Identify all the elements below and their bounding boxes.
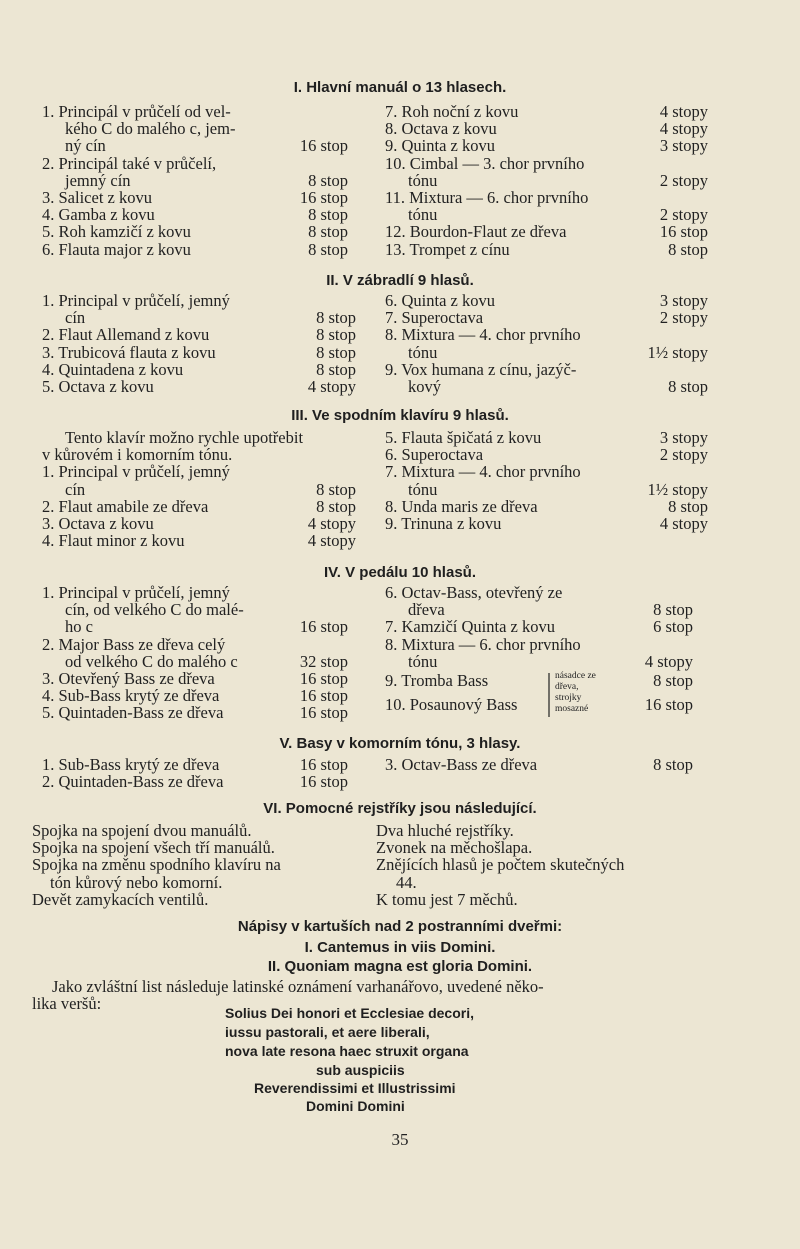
register-name: 7. Superoctava xyxy=(385,308,484,328)
register-size: 16 stop xyxy=(659,222,708,242)
register-row xyxy=(385,653,693,670)
register-size: 16 stop xyxy=(299,668,348,688)
register-size: 1½ stopy xyxy=(647,342,708,362)
register-name: 4. Sub-Bass krytý ze dřeva xyxy=(42,686,220,706)
text-line: K tomu jest 7 měchů. xyxy=(376,889,518,909)
register-row xyxy=(42,378,356,395)
register-name: 1. Principál v průčelí od vel- xyxy=(42,102,231,121)
text-line: tón kůrový nebo komorní. xyxy=(50,872,223,892)
register-row xyxy=(42,155,348,172)
verse-line: Solius Dei honori et Ecclesiae decori, xyxy=(225,1005,474,1021)
register-row xyxy=(42,704,348,721)
register-row xyxy=(42,361,356,378)
register-name: 7. Roh noční z kovu xyxy=(385,102,519,121)
text-line: Znějících hlasů je počtem skutečných xyxy=(376,855,625,875)
page-number: 35 xyxy=(391,1130,409,1149)
register-row xyxy=(42,446,356,463)
item-9-value: 8 stop xyxy=(653,671,693,690)
register-name: 10. Cimbal — 3. chor prvního xyxy=(385,153,585,173)
register-row xyxy=(385,756,693,773)
brace-note-line: dřeva, xyxy=(555,682,579,692)
register-row xyxy=(385,498,708,515)
register-size: 8 stop xyxy=(308,239,348,259)
item-10-value: 16 stop xyxy=(644,695,693,714)
section-2-right-column xyxy=(385,292,708,395)
register-size: 4 stopy xyxy=(659,119,708,139)
section-3-heading: III. Ve spodním klavíru 9 hlasů. xyxy=(291,407,509,424)
register-name: 9. Trinuna z kovu xyxy=(385,513,502,533)
register-size: 8 stop xyxy=(316,342,356,362)
section-5-heading: V. Basy v komorním tónu, 3 hlasy. xyxy=(279,735,521,752)
brace-note-line: násadce ze xyxy=(555,671,596,681)
text-line: 44. xyxy=(396,872,417,892)
register-size: 16 stop xyxy=(299,755,348,774)
register-size: 3 stopy xyxy=(659,291,708,310)
register-row xyxy=(42,344,356,361)
verse-line: Domini Domini xyxy=(306,1098,405,1114)
register-name: 13. Trompet z cínu xyxy=(385,239,510,259)
register-name: od velkého C do malého c xyxy=(65,651,238,671)
register-name: cín xyxy=(65,479,86,499)
register-name: 3. Trubicová flauta z kovu xyxy=(42,342,216,362)
register-row xyxy=(385,206,708,223)
register-name: ho c xyxy=(65,617,93,637)
register-size: 8 stop xyxy=(316,359,356,379)
brace-note xyxy=(545,671,620,719)
inscriptions-heading: Nápisy v kartuších nad 2 postranními dveřmi: xyxy=(237,918,563,935)
register-size: 8 stop xyxy=(316,325,356,345)
register-size: 8 stop xyxy=(668,239,708,259)
verse-line: iussu pastorali, et aere liberali, xyxy=(225,1024,430,1040)
register-name: 9. Quinta z kovu xyxy=(385,136,495,156)
brace-note-line: strojky xyxy=(555,693,582,703)
register-name: 5. Roh kamzičí z kovu xyxy=(42,222,191,242)
register-name: 1. Principal v průčelí, jemný xyxy=(42,291,230,310)
register-row xyxy=(42,584,348,601)
register-row xyxy=(42,532,356,549)
register-size: 4 stopy xyxy=(644,651,693,671)
register-size: 16 stop xyxy=(299,617,348,637)
register-name: 2. Flaut amabile ze dřeva xyxy=(42,496,209,516)
text-line: lika veršů: xyxy=(32,994,102,1014)
register-row xyxy=(385,241,708,258)
register-name: 8. Octava z kovu xyxy=(385,119,497,139)
register-row xyxy=(385,223,708,240)
register-size: 8 stop xyxy=(668,376,708,396)
register-name: Tento klavír možno rychle upotřebit xyxy=(65,428,304,447)
register-row xyxy=(42,206,348,223)
register-row xyxy=(42,773,348,790)
register-name: 6. Superoctava xyxy=(385,445,484,465)
register-row xyxy=(385,481,708,498)
item-9-label: 9. Tromba Bass xyxy=(385,671,489,690)
register-name: jemný cín xyxy=(65,170,131,190)
section-4-right-column xyxy=(385,584,693,670)
register-name: 1. Principal v průčelí, jemný xyxy=(42,583,230,602)
verse-line: sub auspiciis xyxy=(316,1062,405,1078)
register-size: 8 stop xyxy=(653,600,693,620)
section-6-heading: VI. Pomocné rejstříky jsou následující. xyxy=(263,800,537,817)
register-size: 8 stop xyxy=(308,222,348,242)
section-1-heading: I. Hlavní manuál o 13 hlasech. xyxy=(293,79,507,96)
register-name: 7. Mixtura — 4. chor prvního xyxy=(385,462,581,482)
register-name: 3. Otevřený Bass ze dřeva xyxy=(42,668,215,688)
item-10-label: 10. Posaunový Bass xyxy=(385,695,518,714)
section-4-item-9 xyxy=(385,672,693,689)
register-name: 1. Sub-Bass krytý ze dřeva xyxy=(42,755,220,774)
register-name: tónu xyxy=(408,170,438,190)
text-line: Zvonek na měchošlapa. xyxy=(376,838,533,858)
register-row xyxy=(385,120,708,137)
register-row xyxy=(42,137,348,154)
register-row xyxy=(42,309,356,326)
register-size: 16 stop xyxy=(299,772,348,792)
register-name: 6. Quinta z kovu xyxy=(385,291,495,310)
register-size: 8 stop xyxy=(668,496,708,516)
register-row xyxy=(42,498,356,515)
register-size: 2 stopy xyxy=(659,205,708,225)
register-name: 2. Major Bass ze dřeva celý xyxy=(42,634,226,654)
register-name: 5. Quintaden-Bass ze dřeva xyxy=(42,703,224,723)
register-name: 4. Quintadena z kovu xyxy=(42,359,184,379)
register-name: 2. Principál také v průčelí, xyxy=(42,153,217,173)
section-3-right-column xyxy=(385,429,708,532)
register-size: 16 stop xyxy=(299,703,348,723)
register-name: 5. Octava z kovu xyxy=(42,376,154,396)
section-3-left-column xyxy=(42,429,356,549)
register-row xyxy=(385,378,708,395)
register-row xyxy=(42,172,348,189)
register-name: tónu xyxy=(408,342,438,362)
section-6-right-column xyxy=(376,822,716,908)
register-size: 16 stop xyxy=(299,686,348,706)
register-size: 8 stop xyxy=(308,205,348,225)
register-row xyxy=(42,601,348,618)
register-size: 2 stopy xyxy=(659,308,708,328)
register-name: tónu xyxy=(408,651,438,671)
register-row xyxy=(385,515,708,532)
section-4-heading: IV. V pedálu 10 hlasů. xyxy=(323,564,476,581)
section-1-left-column xyxy=(42,103,348,258)
register-name: 12. Bourdon-Flaut ze dřeva xyxy=(385,222,567,242)
register-size: 8 stop xyxy=(653,755,693,774)
register-name: 3. Salicet z kovu xyxy=(42,187,152,207)
section-4-left-column xyxy=(42,584,348,722)
register-size: 3 stopy xyxy=(659,136,708,156)
register-row xyxy=(385,292,708,309)
register-size: 4 stopy xyxy=(307,513,356,533)
register-row xyxy=(385,103,708,120)
brace-note-line: mosazné xyxy=(555,704,589,714)
register-row xyxy=(385,189,708,206)
register-row xyxy=(42,636,348,653)
register-size: 16 stop xyxy=(299,136,348,156)
register-name: cín, od velkého C do malé- xyxy=(65,600,244,620)
register-row xyxy=(42,463,356,480)
register-name: 5. Flauta špičatá z kovu xyxy=(385,428,542,447)
register-size: 3 stopy xyxy=(659,428,708,447)
register-name: 3. Octav-Bass ze dřeva xyxy=(385,755,538,774)
register-name: tónu xyxy=(408,479,438,499)
register-row xyxy=(385,155,708,172)
register-name: 1. Principal v průčelí, jemný xyxy=(42,462,230,482)
text-line: Spojka na spojení dvou manuálů. xyxy=(32,821,252,840)
register-row xyxy=(385,584,693,601)
register-size: 4 stopy xyxy=(659,102,708,121)
register-name: 2. Flaut Allemand z kovu xyxy=(42,325,210,345)
register-name: cín xyxy=(65,308,86,328)
register-row xyxy=(42,515,356,532)
register-row xyxy=(385,446,708,463)
register-row xyxy=(42,618,348,635)
register-name: 4. Gamba z kovu xyxy=(42,205,155,225)
register-name: 8. Unda maris ze dřeva xyxy=(385,496,538,516)
register-row xyxy=(42,103,348,120)
register-name: 8. Mixtura — 4. chor prvního xyxy=(385,325,581,345)
section-1-right-column xyxy=(385,103,708,258)
register-row xyxy=(42,223,348,240)
section-2-left-column xyxy=(42,292,356,395)
register-row xyxy=(42,481,356,498)
register-row xyxy=(385,309,708,326)
brace-icon xyxy=(545,672,553,718)
text-line: Spojka na spojení všech tří manuálů. xyxy=(32,838,275,858)
text-line: Spojka na změnu spodního klavíru na xyxy=(32,855,281,875)
register-size: 16 stop xyxy=(299,187,348,207)
inscription-1: I. Cantemus in viis Domini. xyxy=(304,939,496,956)
register-name: dřeva xyxy=(408,600,445,620)
verse-line: Reverendissimi et Illustrissimi xyxy=(254,1080,456,1096)
register-row xyxy=(385,137,708,154)
register-row xyxy=(42,653,348,670)
register-row xyxy=(385,618,693,635)
register-row xyxy=(42,326,356,343)
register-row xyxy=(42,189,348,206)
register-size: 4 stopy xyxy=(307,376,356,396)
text-line: Jako zvláštní list následuje latinské oznámení varhanářovo, uvedené něko- xyxy=(52,977,544,996)
register-row xyxy=(385,326,708,343)
register-name: 3. Octava z kovu xyxy=(42,513,154,533)
register-size: 6 stop xyxy=(653,617,693,637)
register-row xyxy=(385,172,708,189)
register-row xyxy=(42,687,348,704)
register-name: 6. Octav-Bass, otevřený ze xyxy=(385,583,563,602)
register-size: 2 stopy xyxy=(659,170,708,190)
register-name: kový xyxy=(408,376,441,396)
section-5-right-column xyxy=(385,756,693,773)
register-name: ný cín xyxy=(65,136,106,156)
register-name: 7. Kamzičí Quinta z kovu xyxy=(385,617,555,637)
register-name: tónu xyxy=(408,205,438,225)
register-row xyxy=(42,670,348,687)
register-name: v kůrovém i komorním tónu. xyxy=(42,445,233,465)
register-size: 8 stop xyxy=(308,170,348,190)
verse-line: nova late resona haec struxit organa xyxy=(225,1043,469,1059)
register-size: 8 stop xyxy=(316,479,356,499)
register-size: 8 stop xyxy=(316,496,356,516)
register-name: 4. Flaut minor z kovu xyxy=(42,531,185,551)
register-name: kého C do malého c, jem- xyxy=(65,119,236,139)
section-4-item-10 xyxy=(385,696,693,713)
register-row xyxy=(42,292,356,309)
register-name: 8. Mixtura — 6. chor prvního xyxy=(385,634,581,654)
register-name: 6. Flauta major z kovu xyxy=(42,239,191,259)
register-size: 4 stopy xyxy=(307,531,356,551)
register-name: 11. Mixtura — 6. chor prvního xyxy=(385,187,589,207)
register-row xyxy=(385,361,708,378)
text-line: Dva hluché rejstříky. xyxy=(376,821,514,840)
register-row xyxy=(42,429,356,446)
section-5-left-column xyxy=(42,756,348,790)
register-row xyxy=(42,241,348,258)
register-size: 8 stop xyxy=(316,308,356,328)
register-row xyxy=(385,601,693,618)
register-row xyxy=(385,344,708,361)
register-size: 4 stopy xyxy=(659,513,708,533)
section-6-left-column xyxy=(32,822,372,908)
register-row xyxy=(42,756,348,773)
section-2-heading: II. V zábradlí 9 hlasů. xyxy=(326,272,474,289)
register-row xyxy=(385,636,693,653)
register-row xyxy=(42,120,348,137)
register-size: 1½ stopy xyxy=(647,479,708,499)
register-size: 32 stop xyxy=(299,651,348,671)
register-row xyxy=(385,429,708,446)
inscription-2: II. Quoniam magna est gloria Domini. xyxy=(267,958,533,975)
register-size: 2 stopy xyxy=(659,445,708,465)
text-line: Devět zamykacích ventilů. xyxy=(32,889,209,909)
register-name: 9. Vox humana z cínu, jazýč- xyxy=(385,359,577,379)
register-name: 2. Quintaden-Bass ze dřeva xyxy=(42,772,224,792)
register-row xyxy=(385,463,708,480)
